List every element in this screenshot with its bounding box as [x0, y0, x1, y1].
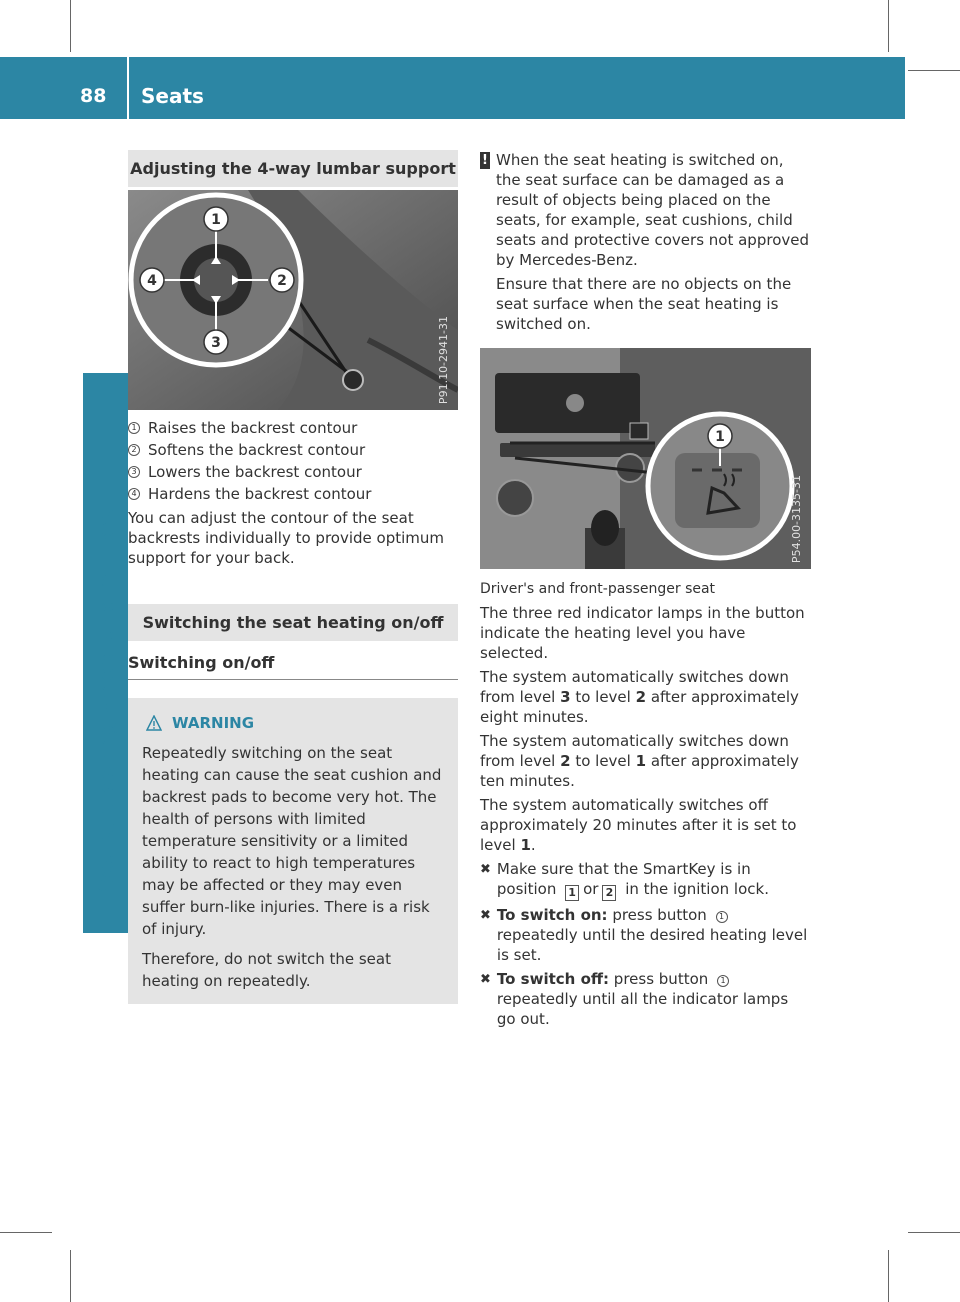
crop-mark: [908, 70, 960, 71]
heating-heading: Switching the seat heating on/off: [128, 604, 458, 641]
heating-photo: [480, 348, 811, 569]
callout-1: 1: [715, 429, 725, 445]
legend-item: [128, 462, 458, 482]
crop-mark: [908, 1232, 960, 1233]
lumbar-heading: Adjusting the 4-way lumbar support: [128, 150, 458, 187]
warning-title: WARNING: [172, 714, 255, 732]
legend-number: 2: [128, 444, 140, 456]
warning-paragraph: Repeatedly switching on the seat heating can cause the seat cushion and backrest pads to become very hot. The health of persons with limited temperature sensitivity or a limited ability to react to high temperatures may be affected or they may even suffer burn-like injuries. There is a risk of injury.: [142, 744, 442, 938]
header-bar: [0, 57, 905, 119]
button-number: 1: [716, 911, 728, 923]
left-column: [128, 150, 458, 1004]
button-number: 1: [717, 975, 729, 987]
exclamation-icon: !: [480, 152, 490, 169]
legend-text: Raises the backrest contour: [148, 419, 358, 437]
body-paragraph: The system automatically switches down from level 3 to level 2 after approximately eight minutes.: [480, 668, 799, 726]
crop-mark: [70, 0, 71, 52]
step-arrow-icon: ✖: [480, 972, 491, 987]
callout-2: 2: [277, 273, 287, 289]
legend-number: 1: [128, 422, 140, 434]
image-caption: Driver's and front-passenger seat: [480, 581, 716, 597]
step-arrow-icon: ✖: [480, 908, 491, 923]
step-arrow-icon: ✖: [480, 862, 491, 877]
warning-paragraph: Therefore, do not switch the seat heating on repeatedly.: [142, 950, 391, 990]
body-paragraph: The system automatically switches down from level 2 to level 1 after approximately ten minutes.: [480, 732, 799, 790]
legend-text: Softens the backrest contour: [148, 441, 366, 459]
legend-item: [128, 418, 458, 438]
instruction-step: ✖ Make sure that the SmartKey is in position 1 or 2 in the ignition lock.: [480, 860, 769, 899]
crop-mark: [0, 1232, 52, 1233]
callout-4: 4: [147, 273, 157, 289]
note: [480, 150, 811, 334]
body-paragraph: The three red indicator lamps in the button indicate the heating level you have selected.: [480, 604, 805, 662]
heating-subheading: Switching on/off: [128, 641, 458, 680]
lumbar-photo: [128, 190, 458, 410]
header-divider: [127, 57, 129, 119]
note-paragraph: Ensure that there are no objects on the seat surface when the seat heating is switched on.: [496, 275, 792, 333]
side-tab-label: Seats, steering wheel and mirrors: [94, 508, 118, 892]
key-position-icon: 2: [602, 885, 616, 901]
warning-triangle-icon: [146, 715, 162, 731]
warning-header: [146, 712, 444, 734]
legend-number: 4: [128, 488, 140, 500]
legend-text: Hardens the backrest contour: [148, 485, 372, 503]
image-id: P91.10-2941-31: [437, 315, 450, 404]
crop-mark: [888, 0, 889, 52]
crop-mark: [70, 1250, 71, 1302]
lumbar-legend: [128, 418, 458, 504]
note-paragraph: When the seat heating is switched on, the seat surface can be damaged as a result of objects being placed on the seats, for example, seat cushions, child seats and protective covers not approved by Mercedes-Benz.: [496, 151, 809, 269]
callout-3: 3: [211, 335, 221, 351]
image-id: P54.00-3135-31: [790, 474, 803, 563]
legend-item: [128, 484, 458, 504]
page-title: Seats: [141, 84, 204, 108]
right-column: [480, 150, 811, 1029]
instruction-step: ✖ To switch on: press button 1 repeatedly until the desired heating level is set.: [480, 906, 808, 964]
seat-heating-illustration: [480, 348, 811, 569]
key-position-icon: 1: [565, 885, 579, 901]
lumbar-body: You can adjust the contour of the seat backrests individually to provide optimum support for your back.: [128, 509, 445, 567]
legend-item: [128, 440, 458, 460]
callout-1: 1: [211, 212, 221, 228]
body-paragraph: The system automatically switches off approximately 20 minutes after it is set to level 1.: [480, 796, 797, 854]
warning-box: [128, 698, 458, 1004]
instruction-step: ✖ To switch off: press button 1 repeatedly until all the indicator lamps go out.: [480, 970, 789, 1028]
lumbar-illustration: [128, 190, 458, 410]
legend-number: 3: [128, 466, 140, 478]
crop-mark: [888, 1250, 889, 1302]
page-number: 88: [80, 85, 107, 107]
legend-text: Lowers the backrest contour: [148, 463, 362, 481]
